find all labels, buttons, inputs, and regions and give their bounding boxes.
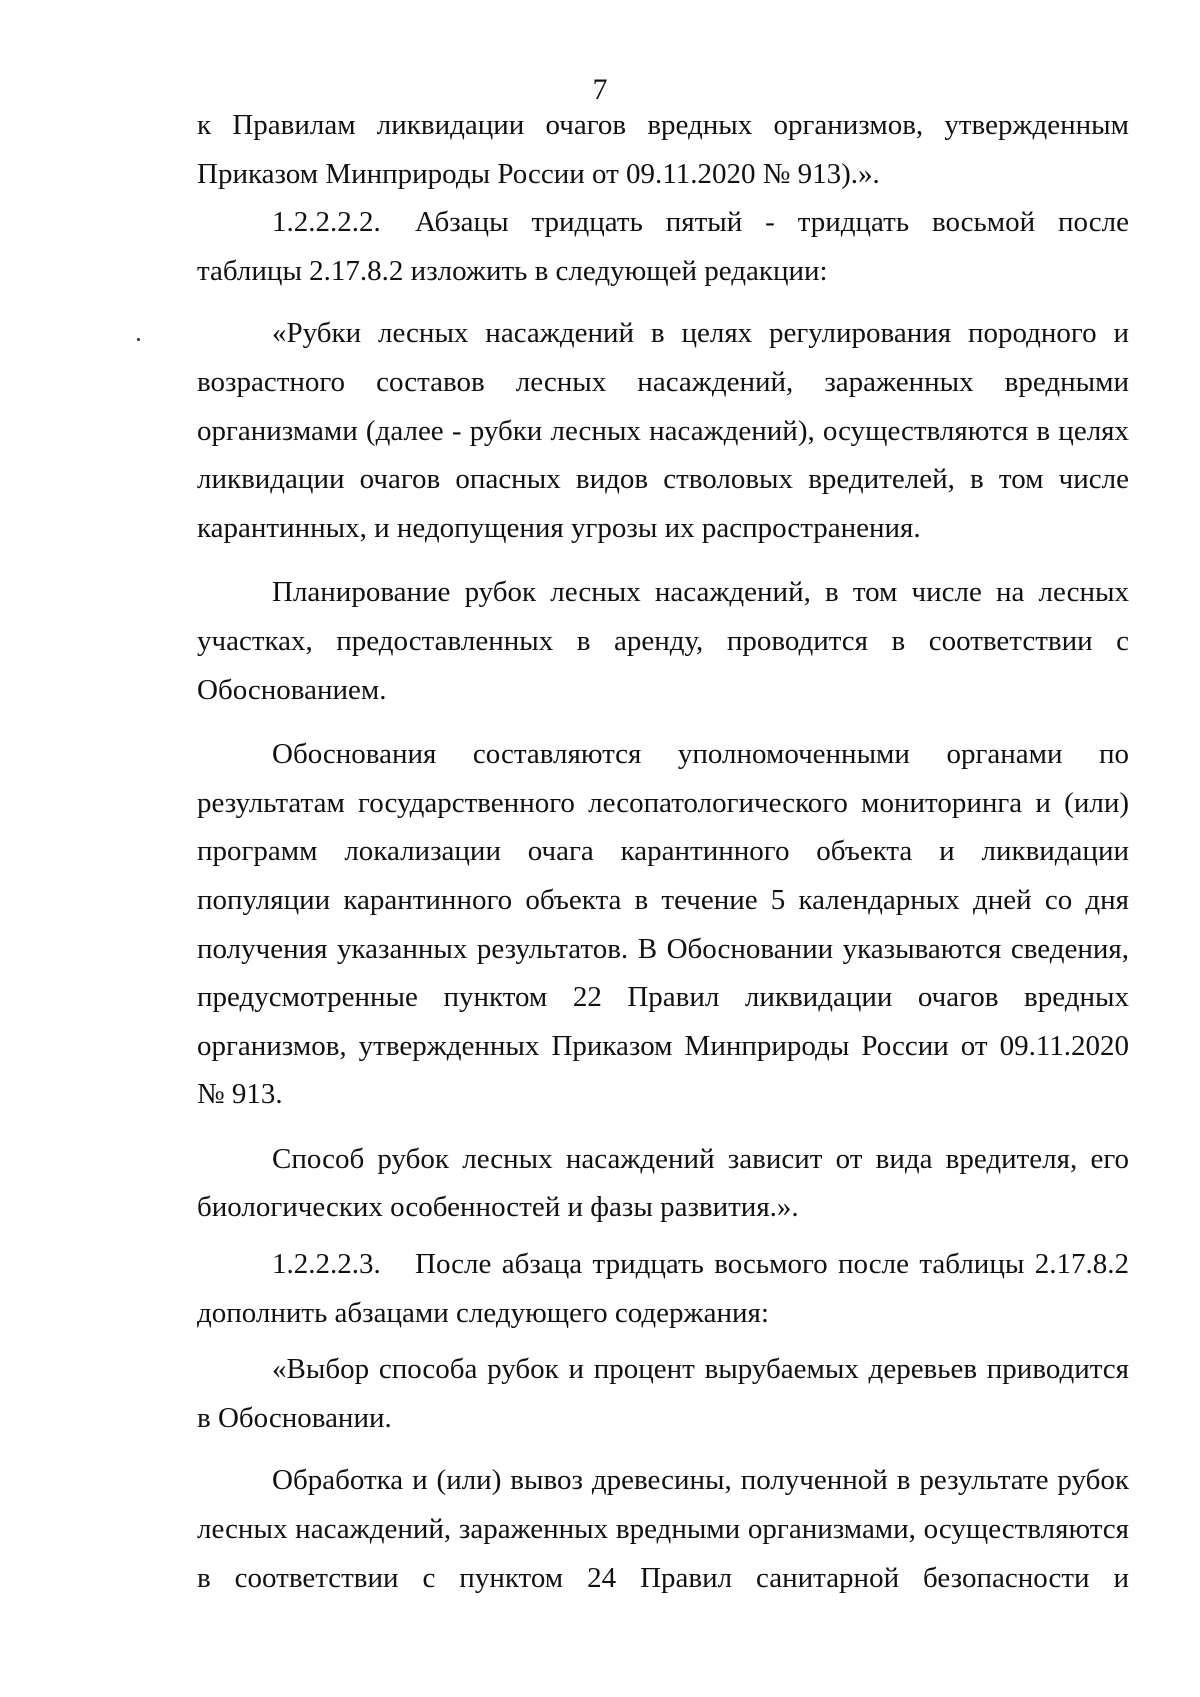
document-body [197, 101, 1129, 1602]
clause-text: После абзаца тридцать восьмого после таблицы 2.17.8.2 дополнить абзацами следующего содержания: [197, 1248, 1129, 1329]
page-number: 7 [592, 73, 608, 106]
scan-speck [137, 338, 140, 341]
paragraph-1-2-2-2-2 [197, 198, 1129, 295]
paragraph-cutting-planning: Планирование рубок лесных насаждений, в том числе на лесных участках, предоставленных в аренду, проводится в соответствии с Обоснованием. [197, 576, 1129, 706]
paragraph-cutting-purpose: «Рубки лесных насаждений в целях регулирования породного и возрастного составов лесных насаждений, зараженных вредными организмами (далее - рубки лесных насаждений), осуществляются в целях ликвидации очагов опасных видов стволовых вредителей, в том числе карантинных, и недопущения угрозы их распространения. [197, 317, 1129, 544]
paragraph-wood-processing: Обработка и (или) вывоз древесины, полученной в результате рубок лесных насаждений, зараженных вредными организмами, осуществляются в соответствии с пунктом 24 Правил санитарной безопасности и [197, 1464, 1129, 1594]
paragraph-method-selection: «Выбор способа рубок и процент вырубаемых деревьев приводится в Обосновании. [197, 1353, 1129, 1434]
paragraph-1-2-2-2-3 [197, 1240, 1129, 1337]
paragraph-cutting-method: Способ рубок лесных насаждений зависит от вида вредителя, его биологических особенностей и фазы развития.». [197, 1142, 1129, 1224]
clause-number: 1.2.2.2.3. [272, 1248, 381, 1281]
paragraph-rules-reference: к Правилам ликвидации очагов вредных организмов, утвержденным Приказом Минприроды России от 09.11.2020 № 913).». [197, 109, 1129, 190]
clause-text: Абзацы тридцать пятый - тридцать восьмой после таблицы 2.17.8.2 изложить в следующей редакции: [197, 206, 1129, 287]
clause-number: 1.2.2.2.2. [272, 206, 381, 239]
paragraph-justifications: Обоснования составляются уполномоченными органами по результатам государственного лесопатологического мониторинга и (или) программ локализации очага карантинного объекта и ликвидации популяции карантинного объекта в течение 5 календарных дней со дня получения указанных результатов. В Обосновании указываются сведения, предусмотренные пунктом 22 Правил ликвидации очагов вредных организмов, утвержденных Приказом Минприроды России от 09.11.2020 № 913. [197, 738, 1129, 1111]
